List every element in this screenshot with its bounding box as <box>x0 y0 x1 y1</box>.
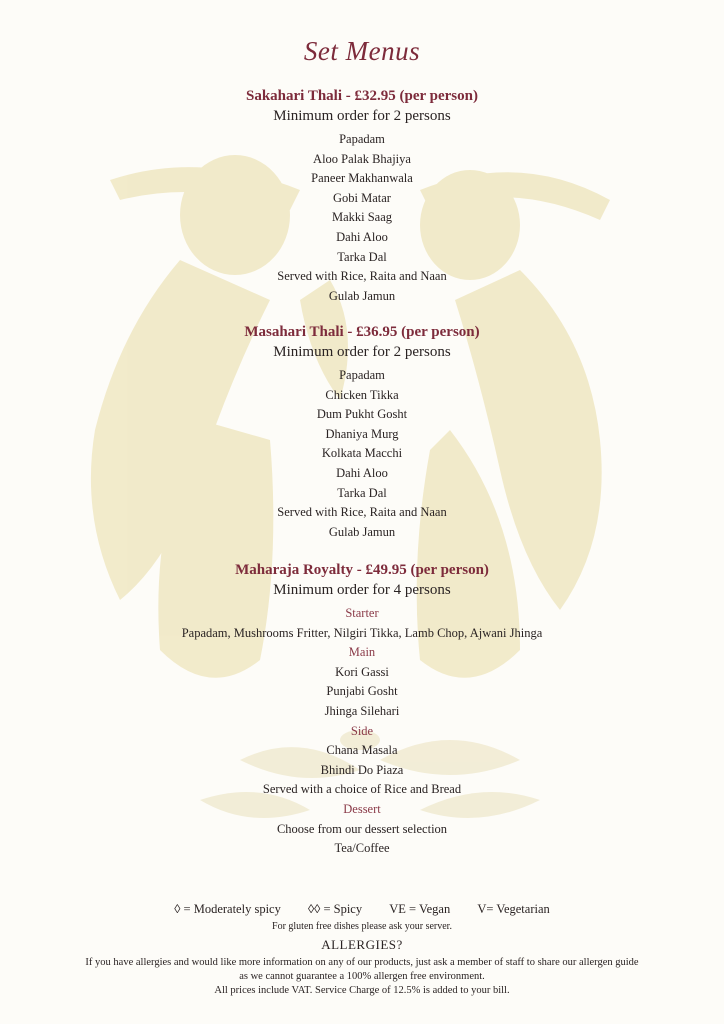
menu-section-sakahari <box>0 86 724 306</box>
list-item: Kolkata Macchi <box>321 446 403 461</box>
list-item: Kori Gassi <box>335 664 389 679</box>
section-heading: Masahari Thali - £36.95 (per person) <box>244 324 480 340</box>
list-item: Bhindi Do Piaza <box>320 762 404 777</box>
item-list <box>0 130 724 306</box>
allergies-title: ALLERGIES? <box>321 937 403 952</box>
course-label-dessert: Dessert <box>343 801 381 816</box>
list-item: Gobi Matar <box>333 190 391 205</box>
list-item: Papadam, Mushrooms Fritter, Nilgiri Tikka, Lamb Chop, Ajwani Jhinga <box>181 625 543 640</box>
minimum-order: Minimum order for 2 persons <box>273 108 451 124</box>
list-item: Dahi Aloo <box>336 229 388 244</box>
list-item: Tea/Coffee <box>334 841 390 856</box>
section-heading: Sakahari Thali - £32.95 (per person) <box>246 88 478 104</box>
list-item: Gulab Jamun <box>328 524 396 539</box>
page-title: Set Menus <box>303 36 421 66</box>
course-label-side: Side <box>350 723 374 738</box>
list-item: Chicken Tikka <box>325 387 399 402</box>
legend-vegan: VE = Vegan <box>389 902 451 916</box>
list-item: Papadam <box>339 368 385 382</box>
dessert-list <box>0 820 724 859</box>
menu-section-masahari <box>0 322 724 542</box>
allergies-text <box>20 956 704 998</box>
spice-legend <box>0 902 724 917</box>
main-list <box>0 663 724 722</box>
list-item: Aloo Palak Bhajiya <box>313 151 411 166</box>
allergies-line: as we cannot guarantee a 100% allergen free environment. <box>239 971 485 982</box>
list-item: Makki Saag <box>331 210 393 225</box>
item-list <box>0 366 724 542</box>
allergies-line: All prices include VAT. Service Charge of 12.5% is added to your bill. <box>214 985 510 996</box>
list-item: Dahi Aloo <box>336 465 388 480</box>
minimum-order: Minimum order for 4 persons <box>273 582 451 598</box>
list-item: Dum Pukht Gosht <box>316 407 408 422</box>
list-item: Chana Masala <box>326 743 398 758</box>
course-label-starter: Starter <box>345 606 379 620</box>
list-item: Paneer Makhanwala <box>311 171 413 186</box>
minimum-order: Minimum order for 2 persons <box>273 344 451 360</box>
legend-spicy: ◊◊ = Spicy <box>307 902 363 916</box>
list-item: Papadam <box>339 132 385 146</box>
list-item: Choose from our dessert selection <box>276 821 448 836</box>
starter-list <box>0 624 724 644</box>
section-heading: Maharaja Royalty - £49.95 (per person) <box>235 562 489 578</box>
list-item: Served with a choice of Rice and Bread <box>262 782 462 797</box>
course-label-main: Main <box>348 645 376 660</box>
list-item: Punjabi Gosht <box>326 684 398 699</box>
list-item: Gulab Jamun <box>328 288 396 303</box>
allergies-line: If you have allergies and would like more information on any of our products, just ask a member of staff to share our allergen guide <box>85 957 639 968</box>
list-item: Served with Rice, Raita and Naan <box>277 505 447 520</box>
side-list <box>0 741 724 800</box>
menu-section-maharaja <box>0 560 724 859</box>
legend-vegetarian: V= Vegetarian <box>477 902 550 916</box>
list-item: Tarka Dal <box>337 485 387 500</box>
gluten-note: For gluten free dishes please ask your server. <box>272 921 452 932</box>
list-item: Served with Rice, Raita and Naan <box>277 269 447 284</box>
list-item: Dhaniya Murg <box>325 426 399 441</box>
list-item: Tarka Dal <box>337 249 387 264</box>
legend-moderately-spicy: ◊ = Moderately spicy <box>174 902 281 916</box>
list-item: Jhinga Silehari <box>324 703 400 718</box>
